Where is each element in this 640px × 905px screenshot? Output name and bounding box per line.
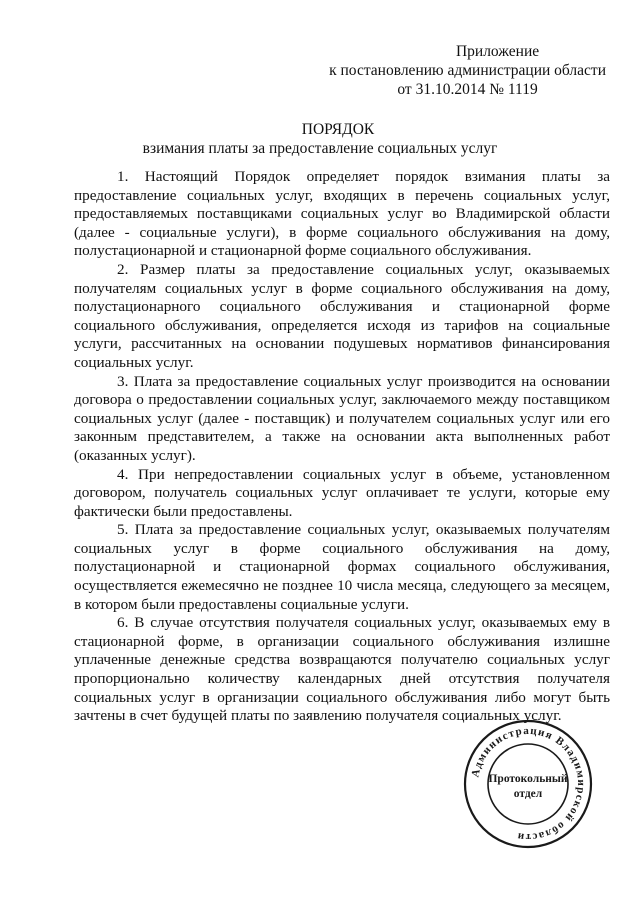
appendix-decree-date: от 31.10.2014 № 1119 xyxy=(397,81,538,98)
document-title xyxy=(0,120,640,158)
paragraph-1: 1. Настоящий Порядок определяет порядок взимания платы за предоставление социальных услуг, входящих в перечень социальных услуг, предоставляемых поставщиками социальных услуг во Владимирской области (далее - социальные услуги), в форме социального обслуживания на дому, полустационарной и стационарной форме социального обслуживания. xyxy=(74,168,610,260)
appendix-block xyxy=(329,42,606,99)
paragraph-5: 5. Плата за предоставление социальных услуг, оказываемых получателям социальных услуг в форме социального обслуживания на дому, полустационарной и стационарной формах социального обслуживания, осуществляется ежемесячно не позднее 10 числа месяца, следующего за месяцем, в котором были предоставлены социальные услуги. xyxy=(74,521,610,613)
appendix-decree-ref: к постановлению администрации области xyxy=(329,62,606,79)
stamp-center-line1: Протокольный xyxy=(488,773,568,785)
appendix-label: Приложение xyxy=(455,43,540,60)
paragraph-3: 3. Плата за предоставление социальных услуг производится на основании договора о предоставлении социальных услуг, заключаемого между поставщиком социальных услуг (далее - поставщик) и получателем социальных услуг или его законным представителем, а также на основании акта выполненных работ (оказанных услуг). xyxy=(74,372,610,464)
paragraph-4: 4. При непредоставлении социальных услуг в объеме, установленном договором, получатель социальных услуг оплачивает те услуги, которые ему фактически были предоставлены. xyxy=(74,465,610,520)
document-body xyxy=(74,168,610,726)
official-stamp xyxy=(462,718,594,850)
title-subheading: взимания платы за предоставление социальных услуг xyxy=(142,140,498,157)
stamp-center-line2: отдел xyxy=(513,788,543,800)
paragraph-6: 6. В случае отсутствия получателя социальных услуг, оказываемых ему в стационарной форме, в организации социального обслуживания излишне уплаченные денежные средства возвращаются получателю социальных услуг пропорционально количеству календарных дней отсутствия получателя социальных услуг в организации социального обслуживания либо могут быть зачтены в счет будущей платы по заявлению получателя социальных услуг. xyxy=(74,614,610,725)
paragraph-2: 2. Размер платы за предоставление социальных услуг, оказываемых получателям социальных услуг в форме социального обслуживания на дому, полустационарного социального обслуживания и стационарной форме социального обслуживания, определяется исходя из тарифов на социальные услуги, рассчитанных на основании подушевых нормативов финансирования социальных услуг. xyxy=(74,260,610,371)
stamp-ring-text: Администрация Владимирской области xyxy=(469,724,588,844)
title-heading: ПОРЯДОК xyxy=(301,121,375,138)
